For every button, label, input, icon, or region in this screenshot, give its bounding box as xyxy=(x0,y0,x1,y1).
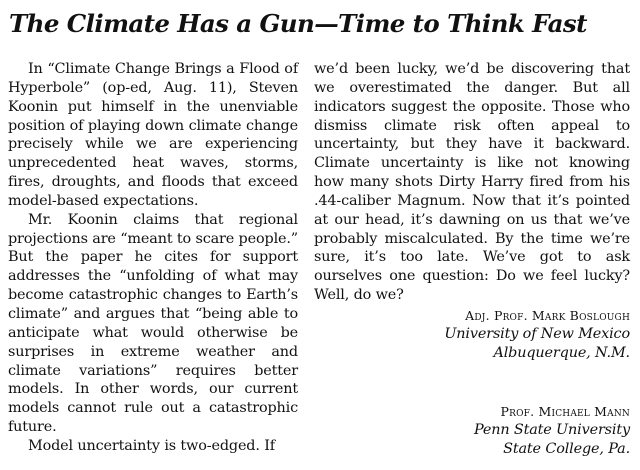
paragraph-2: Mr. Koonin claims that regional projections are “meant to scare people.” But the paper he cites for support addresses the “unfolding of what may become catastrophic changes to Earth’s climate” and argues that “being able to anticipate what would otherwise be surprises in extreme weather and climate variations” requires better models. In other words, our current models cannot rule out a catastrophic future. xyxy=(8,211,299,436)
headline: The Climate Has a Gun—Time to Think Fast xyxy=(9,9,587,38)
left-column xyxy=(8,60,298,456)
signature-2-name: Prof. Michael Mann xyxy=(500,403,630,419)
paragraph-1: In “Climate Change Brings a Flood of Hyperbole” (op-ed, Aug. 11), Steven Koonin put himself in the unenviable position of playing down climate change precisely while we are experiencing unprecedented heat waves, storms, fires, droughts, and floods that exceed model-based expectations. xyxy=(8,61,298,209)
signature-1-affiliation: University of New Mexico xyxy=(444,325,630,342)
signature-1 xyxy=(314,306,630,363)
paragraph-3-end: we’d been lucky, we’d be discovering that we overestimated the danger. But all indicators suggest the opposite. Those who dismiss climate risk often appeal to uncertainty, but they have it backward. Climate uncertainty is like not knowing how many shots Dirty Harry fired from his .44-caliber Magnum. Now that it’s pointed at our head, it’s dawning on us that we’ve probably miscalculated. By the time we’re sure, it’s too late. We’ve got to ask ourselves one question: Do we feel lucky? Well, do we? xyxy=(314,61,630,304)
signature-2-location: State College, Pa. xyxy=(503,440,630,457)
signature-gap xyxy=(314,363,630,401)
signature-1-location: Albuquerque, N.M. xyxy=(493,344,630,361)
paragraph-3-start: Model uncertainty is two-edged. If xyxy=(28,437,275,454)
signature-2-affiliation: Penn State University xyxy=(473,421,630,438)
signature-1-name: Adj. Prof. Mark Boslough xyxy=(465,307,630,323)
right-column xyxy=(314,60,630,459)
signature-2 xyxy=(314,402,630,459)
